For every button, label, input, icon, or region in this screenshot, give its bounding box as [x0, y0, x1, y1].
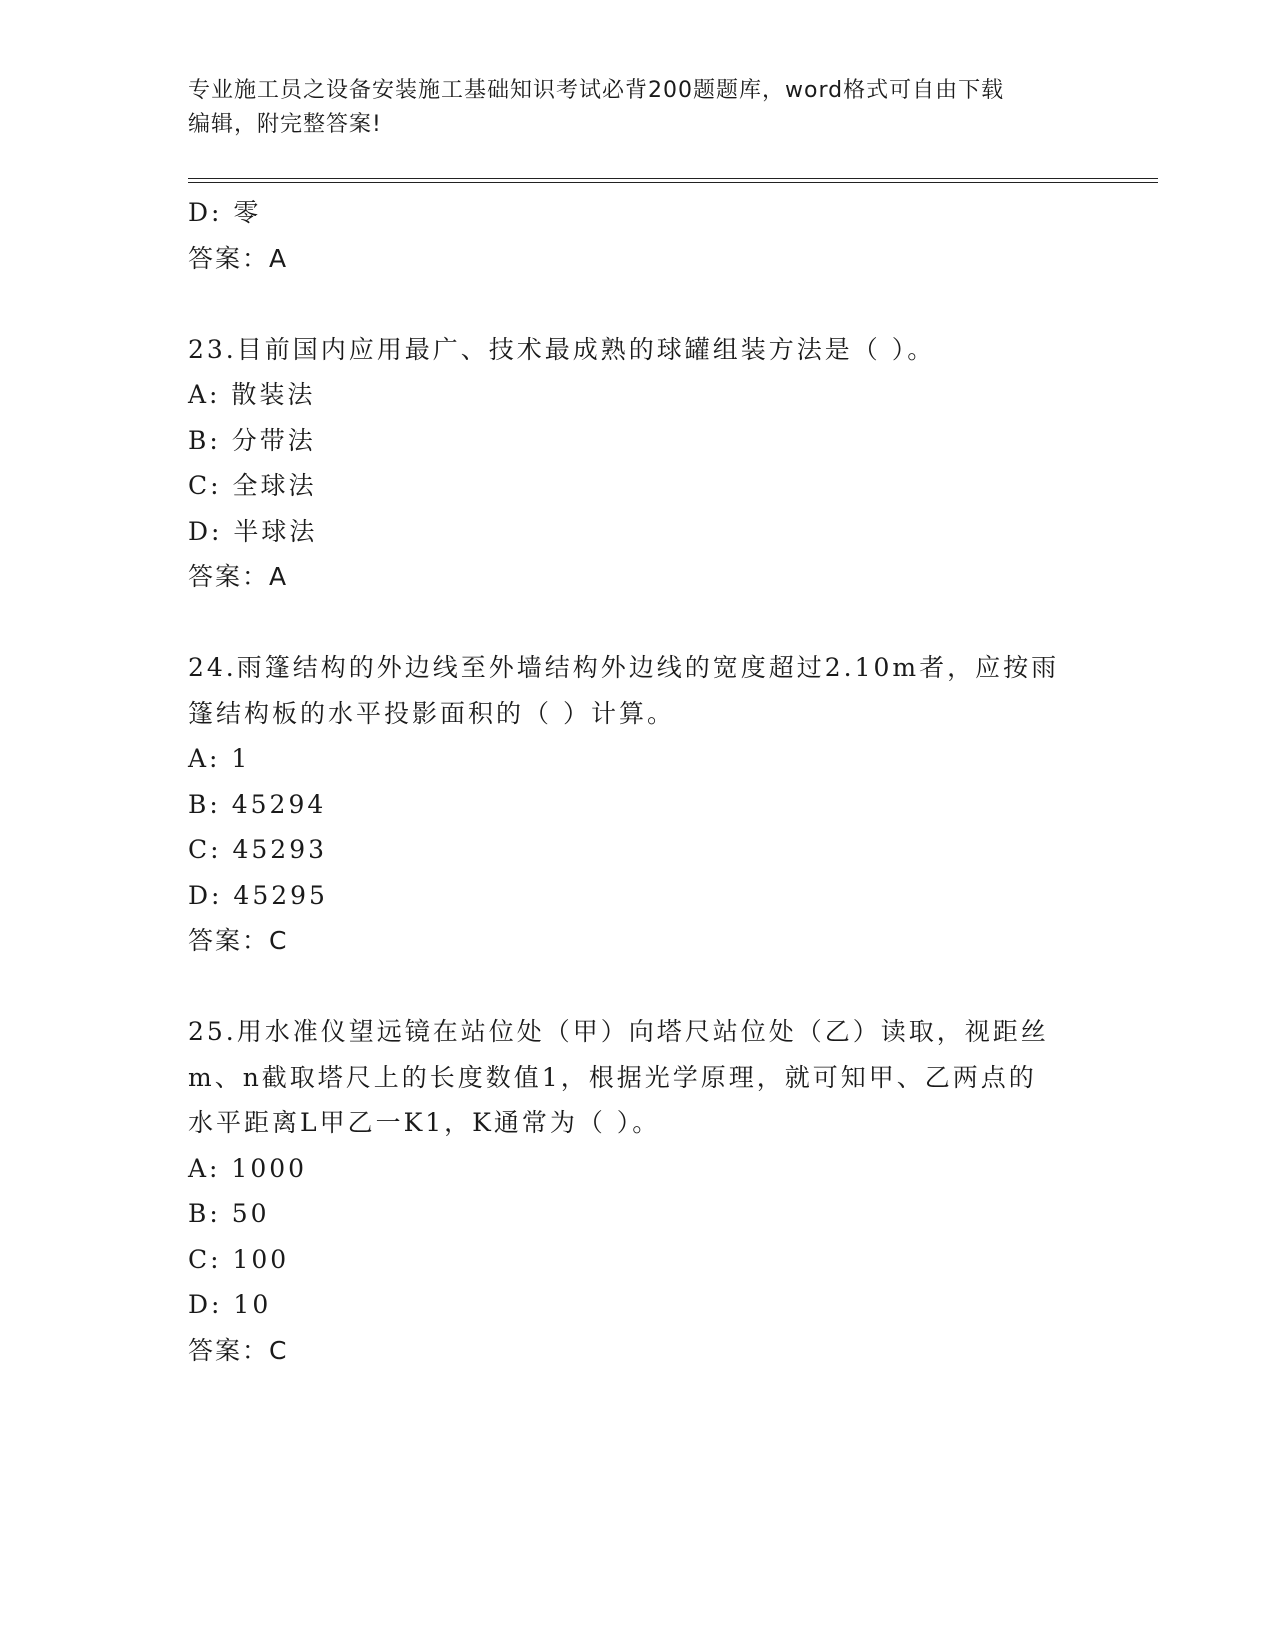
question-stem: 水平距离L甲乙一K1，K通常为（ ）。	[188, 1108, 661, 1137]
question-24	[188, 645, 1088, 964]
option-d: D: 半球法	[188, 516, 318, 546]
option-d: D: 零	[188, 198, 262, 227]
option-b: B: 50	[188, 1199, 270, 1228]
header-divider	[188, 178, 1158, 183]
question-stem: 23.目前国内应用最广、技术最成熟的球罐组装方法是（ ）。	[188, 334, 936, 364]
option-a: A: 1	[188, 744, 251, 773]
option-b: B: 45294	[188, 789, 327, 819]
question-23	[188, 327, 1088, 600]
spacer	[188, 281, 1088, 327]
question-list	[188, 190, 1088, 1373]
question-stem: 篷结构板的水平投影面积的（ ）计算。	[188, 698, 675, 728]
answer-line: 答案：A	[188, 562, 289, 591]
question-stem: m、n截取塔尺上的长度数值1，根据光学原理，就可知甲、乙两点的	[188, 1062, 1037, 1092]
header-title-line-1: 专业施工员之设备安装施工基础知识考试必背200题题库，word格式可自由下载	[188, 78, 1005, 103]
question-stem: 25.用水准仪望远镜在站位处（甲）向塔尺站位处（乙）读取，视距丝	[188, 1017, 1049, 1046]
answer-line: 答案：A	[188, 243, 289, 273]
header-title-line-2: 编辑，附完整答案!	[188, 112, 382, 137]
question-25	[188, 1009, 1088, 1373]
option-d: D: 45295	[188, 880, 328, 910]
spacer	[188, 964, 1088, 1010]
answer-line: 答案：C	[188, 926, 289, 955]
question-stem: 24.雨篷结构的外边线至外墙结构外边线的宽度超过2.10m者，应按雨	[188, 653, 1060, 682]
option-c: C: 100	[188, 1244, 290, 1274]
option-b: B: 分带法	[188, 425, 316, 455]
option-c: C: 45293	[188, 835, 328, 864]
spacer	[188, 600, 1088, 646]
answer-line: 答案：C	[188, 1335, 289, 1365]
document-header	[188, 74, 1088, 142]
option-a: A: 散装法	[188, 380, 316, 409]
option-a: A: 1000	[188, 1153, 308, 1183]
option-d: D: 10	[188, 1290, 272, 1319]
option-c: C: 全球法	[188, 471, 317, 500]
